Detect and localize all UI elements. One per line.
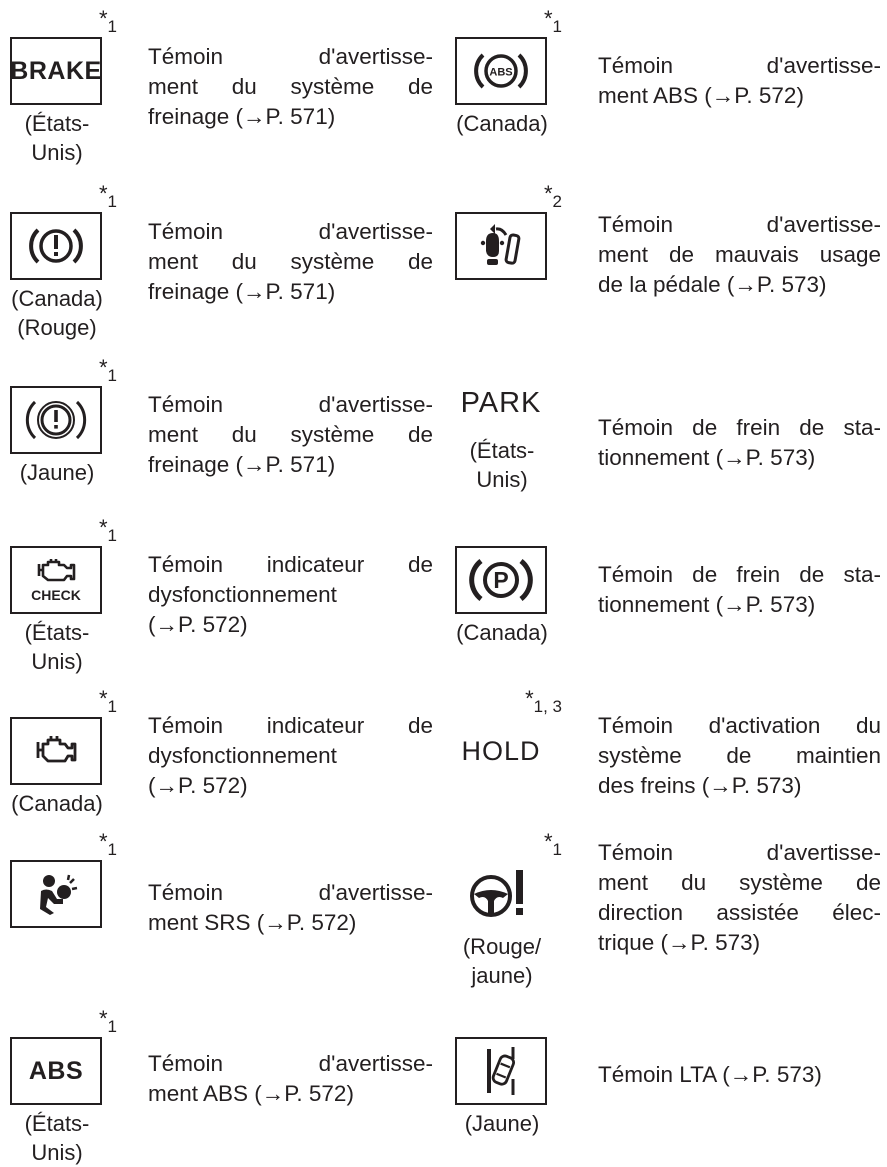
indicator-description: Témoin de frein de sta- tionnement (→P. 573) [598,562,881,617]
indicator-description: Témoin d'avertisse- ment du système de freinage (→P. 571) [148,44,433,129]
brake-exclamation-double-icon [10,386,102,454]
icon-caption: (Canada) [456,111,548,136]
engine-icon [10,717,102,785]
icon-caption: (États- Unis) [24,111,90,165]
abs-circle-icon [455,37,547,105]
steering-wheel-exclamation-icon [455,860,547,928]
indicator-description: Témoin d'avertisse- ment ABS (→P. 572) [148,1051,433,1106]
icon-caption: (Jaune) [19,460,95,485]
svg-text:P: P [493,567,509,593]
icon-caption: (Canada) [11,791,103,816]
footnote-marker: $*_1$ [98,1006,117,1036]
brake-text-icon: BRAKE [10,37,102,105]
icon-caption: (Jaune) [464,1111,540,1136]
footnote-marker: $*_{1, 3}$ [525,686,562,716]
brake-exclamation-icon [10,212,102,280]
footnote-marker: $*_1$ [98,6,117,36]
svg-text:CHECK: CHECK [31,587,81,603]
svg-text:ABS: ABS [489,66,513,79]
icon-caption: (Rouge/ jaune) [462,934,542,988]
footnote-marker: $*_1$ [98,829,117,859]
indicator-description: Témoin d'avertisse- ment du système de freinage (→P. 571) [148,219,433,304]
icon-caption: (États- Unis) [24,620,90,674]
icon-caption: (États- Unis) [469,438,535,492]
footnote-marker: $*_1$ [98,355,117,385]
indicator-description: Témoin indicateur de dysfonctionnement (→P. 572) [148,552,433,637]
footnote-marker: $*_1$ [543,6,562,36]
indicator-description: Témoin d'avertisse- ment de mauvais usage de la pédale (→P. 573) [598,212,881,297]
parking-p-circle-icon [455,546,547,614]
park-text-icon: PARK [455,369,547,437]
indicator-description: Témoin d'avertisse- ment SRS (→P. 572) [148,880,433,935]
indicator-description: Témoin indicateur de dysfonctionnement (→P. 572) [148,713,433,798]
hold-text-icon: HOLD [455,717,547,785]
icon-caption: (États- Unis) [24,1111,90,1165]
check-engine-icon [10,546,102,614]
icon-caption: (Canada) [456,620,548,645]
indicator-description: Témoin de frein de sta- tionnement (→P. 573) [598,415,881,470]
icon-caption: (Canada) (Rouge) [11,286,103,340]
footnote-marker: $*_1$ [98,686,117,716]
indicator-description: Témoin d'avertisse- ment ABS (→P. 572) [598,53,881,108]
airbag-srs-icon [10,860,102,928]
pedal-misapplication-icon [455,212,547,280]
lane-tracing-icon [455,1037,547,1105]
indicator-description: Témoin LTA (→P. 573) [598,1062,822,1087]
indicator-description: Témoin d'avertisse- ment du système de direction assistée élec- trique (→P. 573) [598,840,881,955]
footnote-marker: $*_2$ [543,181,562,211]
footnote-marker: $*_1$ [98,181,117,211]
footnote-marker: $*_1$ [543,829,562,859]
footnote-marker: $*_1$ [98,515,117,545]
abs-text-icon: ABS [10,1037,102,1105]
indicator-description: Témoin d'activation du système de maintien des freins (→P. 573) [598,713,881,798]
indicator-description: Témoin d'avertisse- ment du système de freinage (→P. 571) [148,392,433,477]
